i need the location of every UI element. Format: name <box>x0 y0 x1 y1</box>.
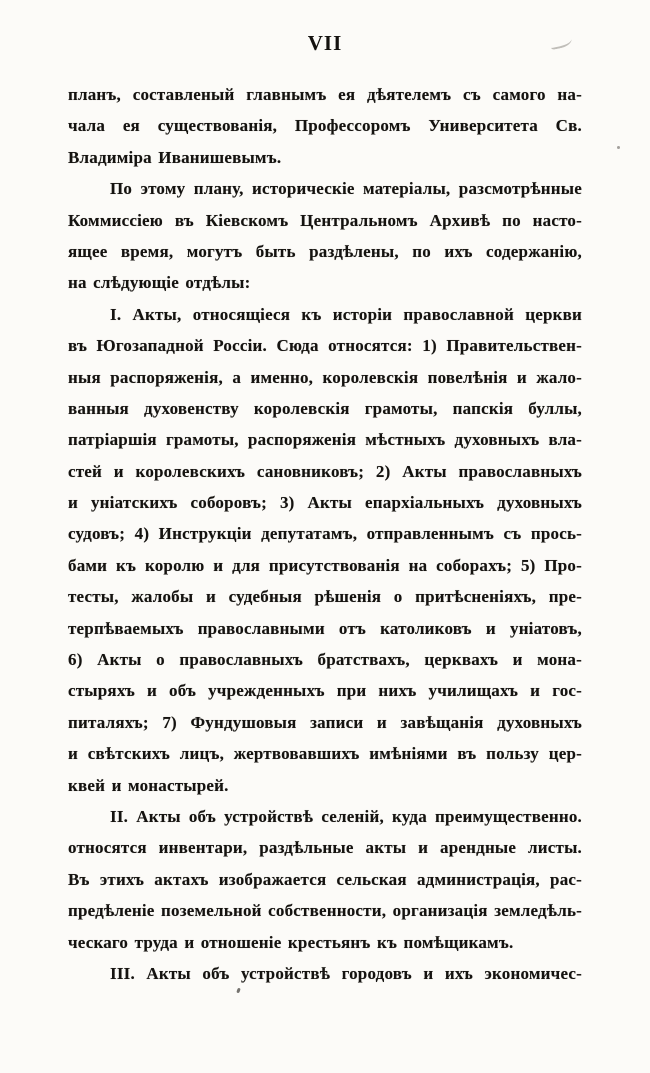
text-line: бами къ королю и для присутствованія на соборахъ; 5) Про- <box>68 555 582 575</box>
paragraph <box>68 801 582 958</box>
text-line: ныя распоряженія, а именно, королевскія повелѣнія и жало- <box>68 367 582 387</box>
text-line: I. Акты, относящіеся къ исторіи православной церкви <box>110 304 582 324</box>
text-line: терпѣваемыхъ православными отъ католиковъ и уніатовъ, <box>68 618 582 638</box>
text-line: въ Югозападной Россіи. Сюда относятся: 1) Правительствен- <box>68 336 582 356</box>
text-line: ванныя духовенству королевскія грамоты, папскія буллы, <box>68 398 582 418</box>
text-line: судовъ; 4) Инструкціи депутатамъ, отправленнымъ съ прось- <box>68 524 582 544</box>
paragraph <box>68 958 582 989</box>
text-line: тесты, жалобы и судебныя рѣшенія о притѣсненіяхъ, пре- <box>68 587 582 607</box>
text-line: стей и королевскихъ сановниковъ; 2) Акты православныхъ <box>68 461 582 481</box>
text-line: относятся инвентари, раздѣльные акты и арендные листы. <box>68 838 582 858</box>
text-line: III. Акты объ устройствѣ городовъ и ихъ экономичес- <box>110 963 582 983</box>
text-line: 6) Акты о православныхъ братствахъ, церквахъ и мона- <box>68 650 582 670</box>
text-line: планъ, составленый главнымъ ея дѣятелемъ съ самого на- <box>68 85 582 104</box>
text-line: на слѣдующіе отдѣлы: <box>68 273 251 293</box>
text-block <box>68 79 582 989</box>
text-line: Владиміра Иванишевымъ. <box>68 147 282 167</box>
text-line: ящее время, могутъ быть раздѣлены, по ихъ содержанію, <box>68 241 582 261</box>
text-line: Въ этихъ актахъ изображается сельская администрація, рас- <box>68 869 582 889</box>
text-line: стыряхъ и объ учрежденныхъ при нихъ училищахъ и гос- <box>68 681 582 701</box>
paragraph <box>68 299 582 801</box>
text-line: и уніатскихъ соборовъ; 3) Акты епархіальныхъ духовныхъ <box>68 493 582 513</box>
text-line: питаляхъ; 7) Фундушовыя записи и завѣщанія духовныхъ <box>68 712 582 732</box>
text-line: ческаго труда и отношеніе крестьянъ къ помѣщикамъ. <box>68 932 514 952</box>
text-line: патріаршія грамоты, распоряженія мѣстныхъ духовныхъ вла- <box>68 430 582 450</box>
text-line: предѣленіе поземельной собственности, организація земледѣль- <box>68 901 582 921</box>
page-number: VII <box>307 31 343 55</box>
text-line: и свѣтскихъ лицъ, жертвовавшихъ имѣніями въ пользу цер- <box>68 744 582 764</box>
text-line: квей и монастырей. <box>68 775 229 795</box>
text-line: чала ея существованія, Профессоромъ Университета Св. <box>68 116 582 136</box>
paragraph <box>68 173 582 299</box>
scan-artifact <box>617 146 620 149</box>
text-line: По этому плану, историческіе матеріалы, разсмотрѣнные <box>110 179 582 199</box>
paragraph <box>68 79 582 173</box>
text-line: II. Акты объ устройствѣ селеній, куда преимущественно. <box>110 806 582 826</box>
text-line: Коммиссіею въ Кіевскомъ Центральномъ Архивѣ по насто- <box>68 210 582 230</box>
